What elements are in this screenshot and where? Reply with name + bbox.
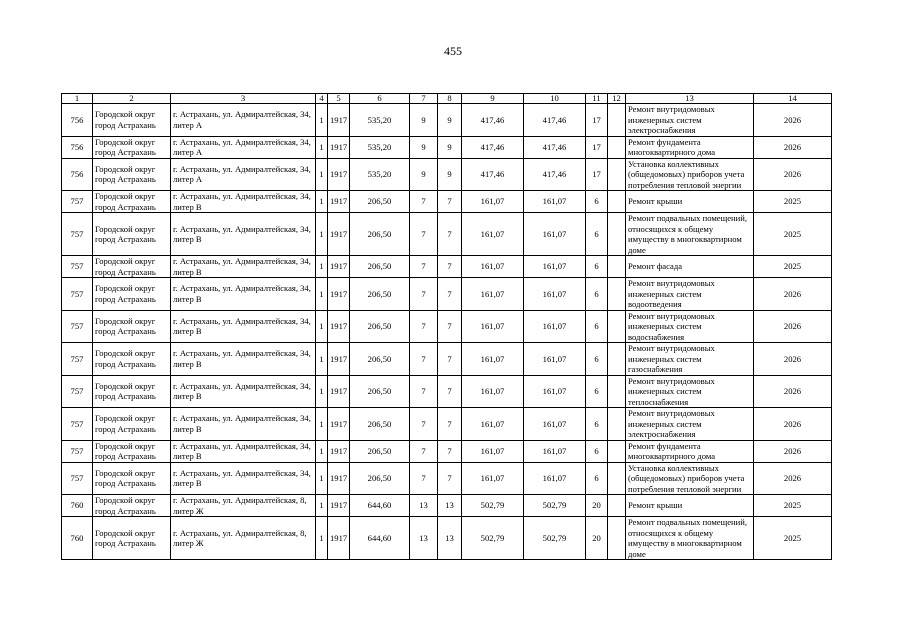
table-row — [62, 136, 832, 158]
row-number: 756 — [62, 158, 93, 191]
address-cell: г. Астрахань, ул. Адмиралтейская, 34, литер В — [171, 278, 316, 311]
value-cell: 7 — [410, 440, 438, 462]
value-cell: 7 — [410, 310, 438, 343]
address-cell: г. Астрахань, ул. Адмиралтейская, 34, литер В — [171, 440, 316, 462]
empty-cell — [608, 517, 626, 560]
count-cell: 1 — [316, 462, 328, 495]
empty-cell — [608, 104, 626, 137]
area-value-cell: 161,07 — [524, 310, 586, 343]
work-type-cell: Ремонт фундамента многоквартирного дома — [626, 136, 754, 158]
area-value-cell: 417,46 — [524, 136, 586, 158]
district-cell: Городской округ город Астрахань — [93, 517, 171, 560]
period-cell: 2026 — [754, 375, 832, 408]
value-cell: 17 — [586, 136, 608, 158]
district-cell: Городской округ город Астрахань — [93, 136, 171, 158]
value-cell: 17 — [586, 104, 608, 137]
table-row — [62, 517, 832, 560]
district-cell: Городской округ город Астрахань — [93, 343, 171, 376]
year-cell: 1917 — [328, 440, 350, 462]
row-number: 757 — [62, 278, 93, 311]
period-cell: 2026 — [754, 440, 832, 462]
period-cell: 2026 — [754, 158, 832, 191]
column-header: 2 — [93, 94, 171, 104]
column-header: 8 — [438, 94, 462, 104]
value-cell: 6 — [586, 462, 608, 495]
address-cell: г. Астрахань, ул. Адмиралтейская, 34, литер В — [171, 213, 316, 256]
area-value-cell: 161,07 — [462, 191, 524, 213]
period-cell: 2026 — [754, 278, 832, 311]
area-cell: 206,50 — [350, 310, 410, 343]
district-cell: Городской округ город Астрахань — [93, 495, 171, 517]
row-number: 756 — [62, 104, 93, 137]
column-header: 14 — [754, 94, 832, 104]
period-cell: 2026 — [754, 136, 832, 158]
area-cell: 206,50 — [350, 278, 410, 311]
column-header: 13 — [626, 94, 754, 104]
district-cell: Городской округ город Астрахань — [93, 104, 171, 137]
value-cell: 9 — [410, 136, 438, 158]
table-row — [62, 375, 832, 408]
row-number: 760 — [62, 495, 93, 517]
column-header: 6 — [350, 94, 410, 104]
year-cell: 1917 — [328, 495, 350, 517]
count-cell: 1 — [316, 310, 328, 343]
value-cell: 20 — [586, 495, 608, 517]
value-cell: 7 — [438, 278, 462, 311]
area-value-cell: 161,07 — [462, 213, 524, 256]
value-cell: 7 — [410, 462, 438, 495]
column-header: 9 — [462, 94, 524, 104]
column-header: 4 — [316, 94, 328, 104]
empty-cell — [608, 408, 626, 441]
area-value-cell: 502,79 — [524, 495, 586, 517]
district-cell: Городской округ город Астрахань — [93, 191, 171, 213]
address-cell: г. Астрахань, ул. Адмиралтейская, 34, литер А — [171, 136, 316, 158]
work-type-cell: Ремонт внутридомовых инженерных систем водоснабжения — [626, 310, 754, 343]
table-row — [62, 440, 832, 462]
value-cell: 7 — [410, 278, 438, 311]
table-row — [62, 213, 832, 256]
year-cell: 1917 — [328, 343, 350, 376]
area-cell: 535,20 — [350, 136, 410, 158]
year-cell: 1917 — [328, 517, 350, 560]
year-cell: 1917 — [328, 191, 350, 213]
work-type-cell: Ремонт подвальных помещений, относящихся к общему имуществу в многоквартирном доме — [626, 213, 754, 256]
value-cell: 7 — [438, 213, 462, 256]
district-cell: Городской округ город Астрахань — [93, 310, 171, 343]
district-cell: Городской округ город Астрахань — [93, 375, 171, 408]
value-cell: 6 — [586, 191, 608, 213]
count-cell: 1 — [316, 495, 328, 517]
row-number: 757 — [62, 462, 93, 495]
area-value-cell: 161,07 — [524, 191, 586, 213]
table-row — [62, 343, 832, 376]
page-number: 455 — [444, 44, 462, 58]
value-cell: 6 — [586, 408, 608, 441]
address-cell: г. Астрахань, ул. Адмиралтейская, 34, литер В — [171, 343, 316, 376]
value-cell: 7 — [438, 375, 462, 408]
district-cell: Городской округ город Астрахань — [93, 462, 171, 495]
empty-cell — [608, 136, 626, 158]
value-cell: 7 — [438, 191, 462, 213]
area-cell: 206,50 — [350, 375, 410, 408]
table-row — [62, 158, 832, 191]
value-cell: 7 — [410, 213, 438, 256]
area-value-cell: 161,07 — [462, 278, 524, 311]
work-type-cell: Ремонт крыши — [626, 191, 754, 213]
year-cell: 1917 — [328, 136, 350, 158]
value-cell: 20 — [586, 517, 608, 560]
work-type-cell: Ремонт внутридомовых инженерных систем электроснабжения — [626, 408, 754, 441]
work-type-cell: Установка коллективных (общедомовых) приборов учета потребления тепловой энергии — [626, 158, 754, 191]
value-cell: 7 — [438, 440, 462, 462]
value-cell: 17 — [586, 158, 608, 191]
value-cell: 7 — [438, 310, 462, 343]
year-cell: 1917 — [328, 278, 350, 311]
count-cell: 1 — [316, 256, 328, 278]
area-cell: 206,50 — [350, 213, 410, 256]
year-cell: 1917 — [328, 213, 350, 256]
empty-cell — [608, 343, 626, 376]
empty-cell — [608, 278, 626, 311]
area-cell: 206,50 — [350, 191, 410, 213]
count-cell: 1 — [316, 213, 328, 256]
value-cell: 7 — [438, 343, 462, 376]
address-cell: г. Астрахань, ул. Адмиралтейская, 34, литер А — [171, 104, 316, 137]
area-value-cell: 161,07 — [524, 343, 586, 376]
column-header: 12 — [608, 94, 626, 104]
area-value-cell: 161,07 — [524, 213, 586, 256]
period-cell: 2026 — [754, 408, 832, 441]
area-value-cell: 417,46 — [462, 158, 524, 191]
address-cell: г. Астрахань, ул. Адмиралтейская, 8, литер Ж — [171, 495, 316, 517]
area-value-cell: 417,46 — [524, 104, 586, 137]
area-value-cell: 417,46 — [462, 136, 524, 158]
area-value-cell: 161,07 — [524, 440, 586, 462]
value-cell: 13 — [410, 517, 438, 560]
row-number: 760 — [62, 517, 93, 560]
district-cell: Городской округ город Астрахань — [93, 158, 171, 191]
table-row — [62, 495, 832, 517]
value-cell: 7 — [438, 256, 462, 278]
column-header: 11 — [586, 94, 608, 104]
work-type-cell: Ремонт внутридомовых инженерных систем водоотведения — [626, 278, 754, 311]
column-header: 7 — [410, 94, 438, 104]
period-cell: 2026 — [754, 104, 832, 137]
district-cell: Городской округ город Астрахань — [93, 213, 171, 256]
period-cell: 2025 — [754, 213, 832, 256]
year-cell: 1917 — [328, 462, 350, 495]
value-cell: 7 — [438, 462, 462, 495]
area-cell: 206,50 — [350, 256, 410, 278]
area-cell: 535,20 — [350, 158, 410, 191]
area-value-cell: 161,07 — [524, 256, 586, 278]
count-cell: 1 — [316, 375, 328, 408]
row-number: 757 — [62, 408, 93, 441]
area-cell: 206,50 — [350, 440, 410, 462]
work-type-cell: Ремонт внутридомовых инженерных систем газоснабжения — [626, 343, 754, 376]
area-cell: 644,60 — [350, 495, 410, 517]
table-row — [62, 278, 832, 311]
column-header: 5 — [328, 94, 350, 104]
period-cell: 2026 — [754, 310, 832, 343]
area-value-cell: 161,07 — [462, 408, 524, 441]
area-value-cell: 161,07 — [462, 256, 524, 278]
value-cell: 9 — [438, 158, 462, 191]
table-row — [62, 462, 832, 495]
count-cell: 1 — [316, 278, 328, 311]
column-header: 3 — [171, 94, 316, 104]
table-row — [62, 408, 832, 441]
area-value-cell: 161,07 — [462, 375, 524, 408]
value-cell: 6 — [586, 310, 608, 343]
value-cell: 6 — [586, 213, 608, 256]
work-type-cell: Ремонт подвальных помещений, относящихся к общему имуществу в многоквартирном доме — [626, 517, 754, 560]
area-value-cell: 502,79 — [462, 517, 524, 560]
district-cell: Городской округ город Астрахань — [93, 256, 171, 278]
table-row — [62, 310, 832, 343]
area-value-cell: 417,46 — [462, 104, 524, 137]
area-value-cell: 417,46 — [524, 158, 586, 191]
year-cell: 1917 — [328, 158, 350, 191]
value-cell: 13 — [410, 495, 438, 517]
value-cell: 13 — [438, 517, 462, 560]
row-number: 757 — [62, 343, 93, 376]
year-cell: 1917 — [328, 310, 350, 343]
district-cell: Городской округ город Астрахань — [93, 278, 171, 311]
year-cell: 1917 — [328, 104, 350, 137]
count-cell: 1 — [316, 440, 328, 462]
work-type-cell: Ремонт внутридомовых инженерных систем теплоснабжения — [626, 375, 754, 408]
value-cell: 7 — [410, 375, 438, 408]
work-type-cell: Ремонт крыши — [626, 495, 754, 517]
work-type-cell: Ремонт внутридомовых инженерных систем электроснабжения — [626, 104, 754, 137]
value-cell: 9 — [410, 104, 438, 137]
area-value-cell: 161,07 — [524, 408, 586, 441]
area-cell: 644,60 — [350, 517, 410, 560]
value-cell: 7 — [410, 256, 438, 278]
value-cell: 7 — [410, 408, 438, 441]
count-cell: 1 — [316, 158, 328, 191]
capital-repair-table — [61, 93, 832, 560]
row-number: 757 — [62, 310, 93, 343]
table-row — [62, 191, 832, 213]
area-value-cell: 161,07 — [462, 462, 524, 495]
column-header: 10 — [524, 94, 586, 104]
row-number: 757 — [62, 440, 93, 462]
period-cell: 2025 — [754, 256, 832, 278]
value-cell: 9 — [410, 158, 438, 191]
value-cell: 6 — [586, 278, 608, 311]
period-cell: 2025 — [754, 191, 832, 213]
work-type-cell: Ремонт фундамента многоквартирного дома — [626, 440, 754, 462]
empty-cell — [608, 256, 626, 278]
empty-cell — [608, 158, 626, 191]
area-cell: 206,50 — [350, 462, 410, 495]
district-cell: Городской округ город Астрахань — [93, 440, 171, 462]
work-type-cell: Установка коллективных (общедомовых) приборов учета потребления тепловой энергии — [626, 462, 754, 495]
column-header: 1 — [62, 94, 93, 104]
work-type-cell: Ремонт фасада — [626, 256, 754, 278]
row-number: 757 — [62, 256, 93, 278]
count-cell: 1 — [316, 343, 328, 376]
area-cell: 206,50 — [350, 408, 410, 441]
area-value-cell: 161,07 — [524, 375, 586, 408]
address-cell: г. Астрахань, ул. Адмиралтейская, 34, литер В — [171, 256, 316, 278]
value-cell: 9 — [438, 136, 462, 158]
area-value-cell: 161,07 — [524, 278, 586, 311]
address-cell: г. Астрахань, ул. Адмиралтейская, 34, литер В — [171, 310, 316, 343]
address-cell: г. Астрахань, ул. Адмиралтейская, 34, литер В — [171, 462, 316, 495]
address-cell: г. Астрахань, ул. Адмиралтейская, 34, литер В — [171, 408, 316, 441]
period-cell: 2026 — [754, 343, 832, 376]
row-number: 757 — [62, 191, 93, 213]
district-cell: Городской округ город Астрахань — [93, 408, 171, 441]
value-cell: 7 — [410, 191, 438, 213]
address-cell: г. Астрахань, ул. Адмиралтейская, 34, литер В — [171, 191, 316, 213]
year-cell: 1917 — [328, 375, 350, 408]
value-cell: 7 — [410, 343, 438, 376]
row-number: 757 — [62, 213, 93, 256]
year-cell: 1917 — [328, 256, 350, 278]
value-cell: 7 — [438, 408, 462, 441]
area-cell: 535,20 — [350, 104, 410, 137]
count-cell: 1 — [316, 517, 328, 560]
area-value-cell: 161,07 — [462, 310, 524, 343]
address-cell: г. Астрахань, ул. Адмиралтейская, 34, литер А — [171, 158, 316, 191]
empty-cell — [608, 462, 626, 495]
table-body — [62, 104, 832, 560]
empty-cell — [608, 375, 626, 408]
area-value-cell: 161,07 — [462, 440, 524, 462]
column-number-row — [62, 94, 832, 104]
count-cell: 1 — [316, 191, 328, 213]
address-cell: г. Астрахань, ул. Адмиралтейская, 8, литер Ж — [171, 517, 316, 560]
row-number: 756 — [62, 136, 93, 158]
period-cell: 2025 — [754, 495, 832, 517]
empty-cell — [608, 310, 626, 343]
count-cell: 1 — [316, 408, 328, 441]
value-cell: 6 — [586, 343, 608, 376]
value-cell: 6 — [586, 375, 608, 408]
count-cell: 1 — [316, 104, 328, 137]
area-cell: 206,50 — [350, 343, 410, 376]
empty-cell — [608, 495, 626, 517]
area-value-cell: 161,07 — [524, 462, 586, 495]
empty-cell — [608, 191, 626, 213]
area-value-cell: 161,07 — [462, 343, 524, 376]
value-cell: 6 — [586, 256, 608, 278]
value-cell: 13 — [438, 495, 462, 517]
empty-cell — [608, 440, 626, 462]
period-cell: 2025 — [754, 517, 832, 560]
address-cell: г. Астрахань, ул. Адмиралтейская, 34, литер В — [171, 375, 316, 408]
year-cell: 1917 — [328, 408, 350, 441]
table-row — [62, 104, 832, 137]
area-value-cell: 502,79 — [462, 495, 524, 517]
table-row — [62, 256, 832, 278]
value-cell: 9 — [438, 104, 462, 137]
period-cell: 2026 — [754, 462, 832, 495]
area-value-cell: 502,79 — [524, 517, 586, 560]
empty-cell — [608, 213, 626, 256]
row-number: 757 — [62, 375, 93, 408]
count-cell: 1 — [316, 136, 328, 158]
value-cell: 6 — [586, 440, 608, 462]
